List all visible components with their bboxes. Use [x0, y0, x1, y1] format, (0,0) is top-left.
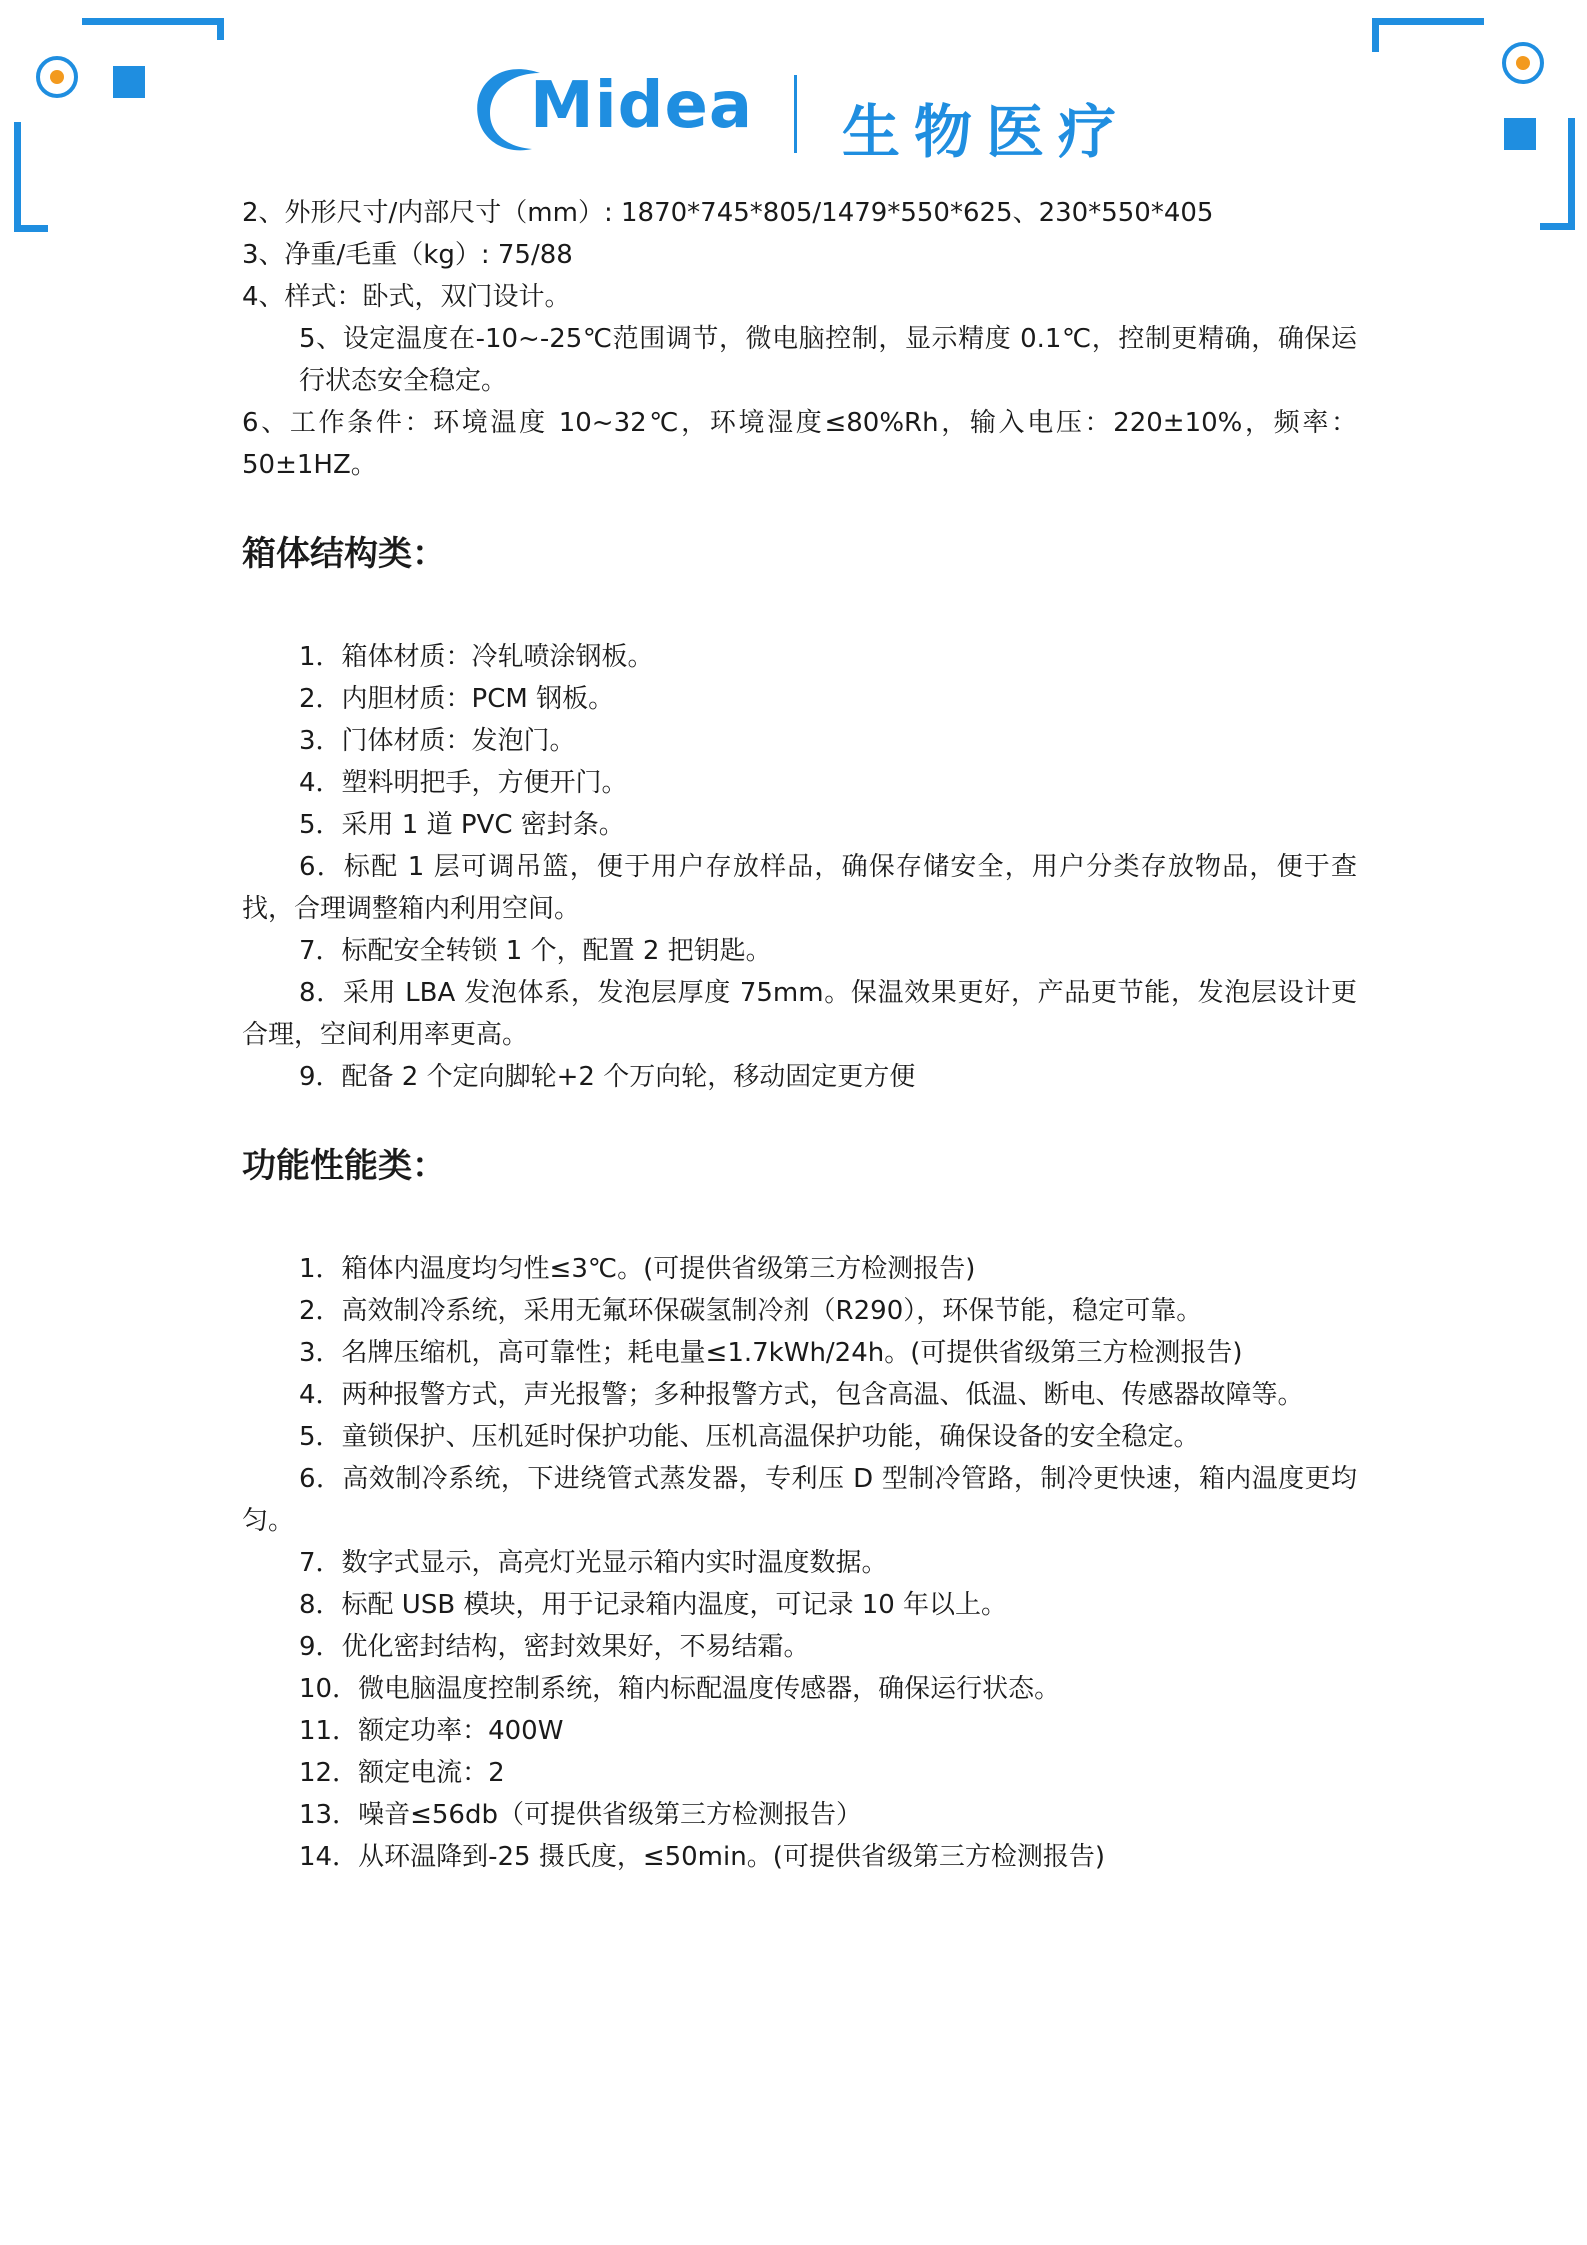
list-item: 7．数字式显示，高亮灯光显示箱内实时温度数据。: [299, 1548, 888, 1578]
list-item: 11．额定功率：400W: [299, 1716, 564, 1746]
brand-logo-cn: 生物医疗: [842, 98, 1131, 166]
document-body: [242, 192, 1357, 1878]
list-item: 1．箱体内温度均匀性≤3℃。(可提供省级第三方检测报告): [299, 1254, 976, 1284]
frame-corner-top-left-v: [217, 18, 224, 40]
decor-ring-left: [36, 56, 78, 98]
spec-line: 4、样式：卧式，双门设计。: [242, 282, 571, 312]
spec-line: 2、外形尺寸/内部尺寸（mm）: 1870*745*805/1479*550*625、230*550*405: [242, 198, 1214, 228]
list-item: 9．优化密封结构，密封效果好，不易结霜。: [299, 1632, 810, 1662]
logo-divider: [794, 75, 797, 153]
list-item: 8．标配 USB 模块，用于记录箱内温度，可记录 10 年以上。: [299, 1590, 1008, 1620]
list-item: 7．标配安全转锁 1 个，配置 2 把钥匙。: [299, 936, 772, 966]
list-item: 9．配备 2 个定向脚轮+2 个万向轮，移动固定更方便: [299, 1062, 916, 1092]
frame-corner-right-v: [1568, 118, 1575, 230]
decor-ring-right: [1502, 42, 1544, 84]
list-item: 8．采用 LBA 发泡体系，发泡层厚度 75mm。保温效果更好，产品更节能，发泡层设计更合理，空间利用率更高。: [242, 978, 1357, 1050]
list-item: 2．高效制冷系统，采用无氟环保碳氢制冷剂（R290），环保节能，稳定可靠。: [299, 1296, 1203, 1326]
brand-logo-text: Midea: [530, 69, 754, 143]
list-item: 5．童锁保护、压机延时保护功能、压机高温保护功能，确保设备的安全稳定。: [299, 1422, 1200, 1452]
list-item: 6．标配 1 层可调吊篮，便于用户存放样品，确保存储安全，用户分类存放物品，便于查找，合理调整箱内利用空间。: [242, 852, 1357, 924]
list-item: 14．从环温降到-25 摄氏度，≤50min。(可提供省级第三方检测报告): [299, 1842, 1106, 1872]
brand-header: [470, 55, 1130, 165]
list-item: 10．微电脑温度控制系统，箱内标配温度传感器，确保运行状态。: [299, 1674, 1061, 1704]
section-heading-structure: 箱体结构类：: [242, 534, 446, 574]
frame-corner-left-h: [14, 225, 48, 232]
section-heading-performance: 功能性能类：: [242, 1146, 446, 1186]
list-item: 4．两种报警方式，声光报警；多种报警方式，包含高温、低温、断电、传感器故障等。: [299, 1380, 1304, 1410]
list-item: 5．采用 1 道 PVC 密封条。: [299, 810, 625, 840]
frame-corner-top-right-h: [1372, 18, 1484, 25]
decor-square-right: [1504, 118, 1536, 150]
spec-line: 6、工作条件：环境温度 10~32℃，环境湿度≤80%Rh，输入电压：220±10%，频率：50±1HZ。: [242, 408, 1357, 480]
frame-corner-top-left-h: [82, 18, 224, 25]
spec-line: 3、净重/毛重（kg）: 75/88: [242, 240, 573, 270]
list-item: 6．高效制冷系统，下进绕管式蒸发器，专利压 D 型制冷管路，制冷更快速，箱内温度更均匀。: [242, 1464, 1357, 1536]
list-item: 3．名牌压缩机，高可靠性；耗电量≤1.7kWh/24h。(可提供省级第三方检测报告): [299, 1338, 1243, 1368]
list-item: 13．噪音≤56db（可提供省级第三方检测报告）: [299, 1800, 862, 1830]
frame-corner-top-right-v: [1372, 18, 1379, 52]
list-item: 3．门体材质：发泡门。: [299, 726, 576, 756]
list-item: 1．箱体材质：冷轧喷涂钢板。: [299, 642, 654, 672]
decor-square-left: [113, 66, 145, 98]
frame-corner-right-h: [1540, 223, 1575, 230]
list-item: 12．额定电流：2: [299, 1758, 505, 1788]
spec-line: 5、设定温度在-10~-25℃范围调节，微电脑控制，显示精度 0.1℃，控制更精确，确保运行状态安全稳定。: [299, 324, 1357, 396]
frame-corner-left-v: [14, 122, 21, 232]
list-item: 2．内胆材质：PCM 钢板。: [299, 684, 615, 714]
list-item: 4．塑料明把手，方便开门。: [299, 768, 628, 798]
